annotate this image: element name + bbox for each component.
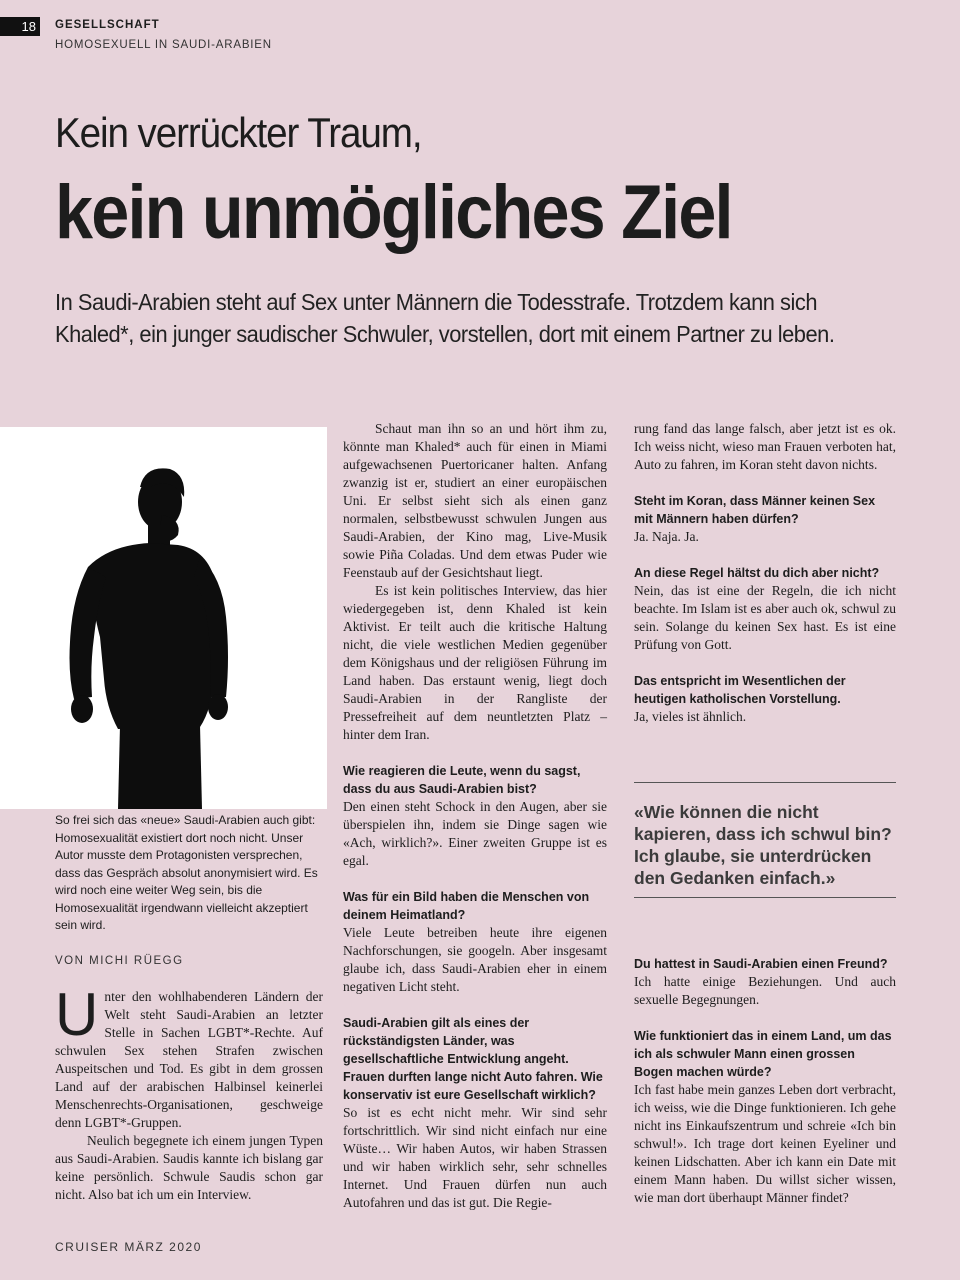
- article-column-2: [343, 420, 607, 1212]
- section-subtitle: HOMOSEXUELL IN SAUDI-ARABIEN: [55, 39, 272, 51]
- interview-question: Du hattest in Saudi-Arabien einen Freund?: [634, 957, 888, 971]
- headline-line-2: kein unmögliches Ziel: [55, 170, 732, 255]
- author-byline: VON MICHI RÜEGG: [55, 955, 184, 967]
- drop-cap: U: [55, 981, 99, 1048]
- article-column-3: [634, 420, 896, 726]
- paragraph: Schaut man ihn so an und hört ihm zu, könnte man Khaled* auch für einen in Miami aufgewachsenen Puertoricaner halten. Anfang zwanzig ist er, studiert an einer europäischen Uni. Er selbst sieht sich als einen ganz normalen, selbstbewusst schwulen Jungen aus Saudi-Arabien, der Kino mag, Live-Musik sowie Piña Coladas. Und dem etwas Puder wie Feenstaub auf der Gesichtshaut liegt.: [343, 421, 607, 580]
- interview-answer: So ist es echt nicht mehr. Wir sind sehr fortschrittlich. Wir sind nicht einfach nur eine Wüste… Wir haben Autos, wir haben Strassen und wir haben wirklich sehr, sehr schnelles Internet. Und Frauen dürfen nun auch Autofahren und das ist gut. Die Regie-: [343, 1105, 607, 1210]
- headline-line-1: Kein verrückter Traum,: [55, 109, 422, 156]
- portrait-photo: [0, 427, 327, 809]
- interview-question: Saudi-Arabien gilt als eines der rückständigsten Länder, was gesellschaftliche Entwicklung angeht. Frauen durften lange nicht Auto fahren. Wie konservativ ist eure Gesellschaft wirklich?: [343, 1016, 603, 1102]
- interview-answer: Ja. Naja. Ja.: [634, 529, 699, 544]
- interview-answer: Ja, vieles ist ähnlich.: [634, 709, 747, 724]
- interview-answer: Nein, das ist eine der Regeln, die ich nicht beachte. Im Islam ist es aber auch ok, schwul zu sein. Solange du keinen Sex hast. Es ist eine Prüfung von Gott.: [634, 583, 896, 652]
- page-footer: CRUISER MÄRZ 2020: [55, 1240, 202, 1254]
- interview-question: Das entspricht im Wesentlichen der heutigen katholischen Vorstellung.: [634, 674, 846, 706]
- photo-caption: So frei sich das «neue» Saudi-Arabien auch gibt: Homosexualität existiert dort noch nicht. Unser Autor musste dem Protagonisten versprechen, dass das Gespräch absolut anonymisiert wird. Es wird noch eine weiter Weg sein, bis die Homosexualität irgendwann vielleicht akzeptiert sein wird.: [55, 813, 318, 932]
- pull-quote: «Wie können die nicht kapieren, dass ich schwul bin? Ich glaube, sie unterdrücken den Gedanken einfach.»: [634, 782, 896, 898]
- paragraph: Es ist kein politisches Interview, das hier wiedergegeben ist, denn Khaled ist kein Aktivist. Er teilt auch die kritische Haltung nicht, die viele westlichen Medien gegenüber dem Königshaus und der religiösen Führung im Land haben. Das erstaunt wenig, liegt doch Saudi-Arabien in der Rangliste der Pressefreiheit auf dem neuntletzten Platz – hinter dem Iran.: [343, 583, 607, 742]
- section-title: GESELLSCHAFT: [55, 19, 160, 31]
- article-column-3-continued: [634, 955, 896, 1207]
- interview-answer: rung fand das lange falsch, aber jetzt ist es ok. Ich weiss nicht, wieso man Frauen verboten hat, Auto zu fahren, im Koran steht davon nichts.: [634, 421, 896, 472]
- intro-paragraph: [55, 981, 323, 1132]
- interview-answer: Den einen steht Schock in den Augen, aber sie überspielen ihn, indem sie Dinge sagen wie «Ach, wirklich?». Einer zweiten Gruppe ist es egal.: [343, 799, 607, 868]
- interview-answer: Ich hatte einige Beziehungen. Und auch sexuelle Begegnungen.: [634, 974, 896, 1007]
- paragraph-text: nter den wohlhabenderen Ländern der Welt steht Saudi-Arabien an letzter Stelle in Sachen LGBT*-Rechte. Auf schwulen Sex stehen Strafen zwischen Auspeitschen und Tod. Es gibt in dem grossen Land auf der arabischen Halbinsel keinerlei Menschenrechts-Organisationen, geschweige denn LGBT*-Gruppen.: [55, 989, 323, 1130]
- paragraph: Neulich begegnete ich einem jungen Typen aus Saudi-Arabien. Saudis kannte ich bislang gar keine persönlich. Schwule Saudis schon gar nicht. Also bat ich um ein Interview.: [55, 1133, 323, 1202]
- page-number: 18: [0, 17, 40, 36]
- article-column-1: [55, 981, 323, 1204]
- interview-answer: Viele Leute betreiben heute ihre eigenen Nachforschungen, sie googeln. Aber insgesamt glaube ich, dass Saudi-Arabien eher in einem negativen Licht steht.: [343, 925, 607, 994]
- interview-question: An diese Regel hältst du dich aber nicht?: [634, 566, 880, 580]
- interview-answer: Ich fast habe mein ganzes Leben dort verbracht, ich weiss, wie die Dinge funktionieren. Ich gehe nicht ins Einkaufszentrum und schreie «Ich bin schwul!». Ich trage dort keinen Eyeliner und keinen Lidschatten. Aber ich kann ein Date mit einem Mann haben. Du willst sicher wissen, wie man dort überhaupt Männer findet?: [634, 1082, 896, 1205]
- silhouette-image: [0, 427, 327, 809]
- lead-paragraph: In Saudi-Arabien steht auf Sex unter Männern die Todesstrafe. Trotzdem kann sich Khaled*, ein junger saudischer Schwuler, vorstellen, dort mit einem Partner zu leben.: [55, 289, 835, 347]
- interview-question: Was für ein Bild haben die Menschen von deinem Heimatland?: [343, 890, 590, 922]
- interview-question: Wie reagieren die Leute, wenn du sagst, dass du aus Saudi-Arabien bist?: [343, 764, 581, 796]
- interview-question: Steht im Koran, dass Männer keinen Sex mit Männern haben dürfen?: [634, 494, 876, 526]
- interview-question: Wie funktioniert das in einem Land, um das ich als schwuler Mann einen grossen Bogen machen würde?: [634, 1029, 892, 1079]
